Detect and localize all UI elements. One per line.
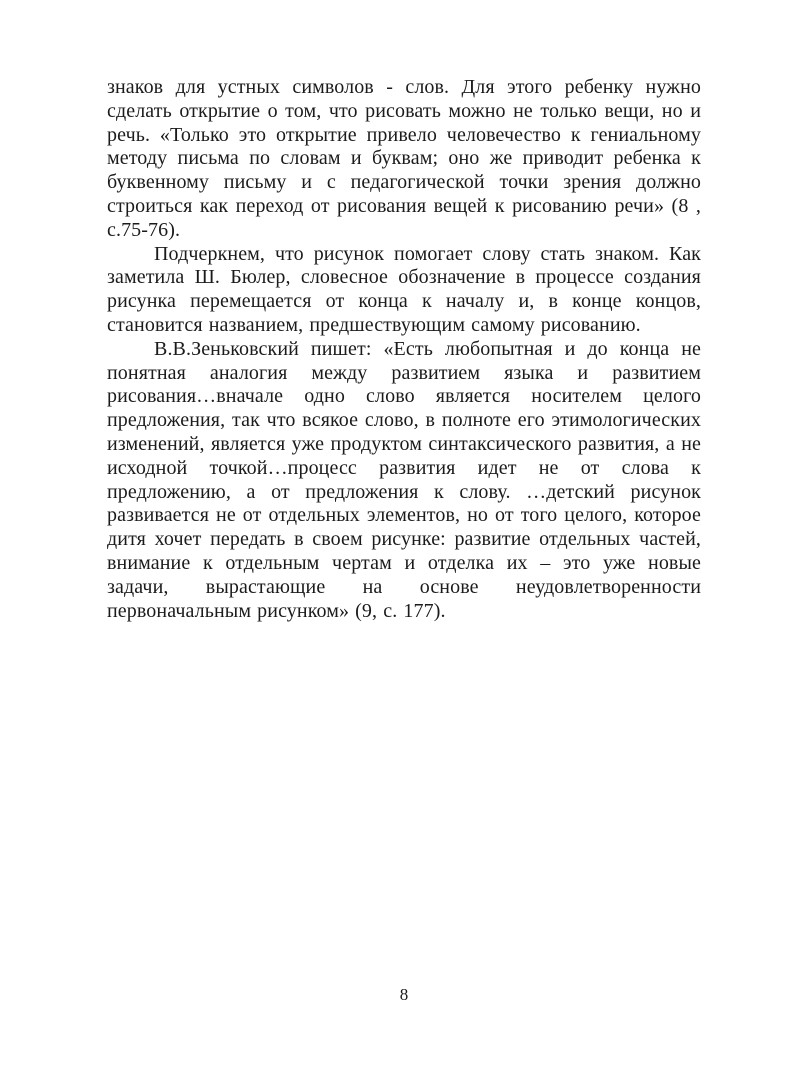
paragraph-podcherknem: Подчеркнем, что рисунок помогает слову стать знаком. Как заметила Ш. Бюлер, словесное обозначение в процессе создания рисунка перемещается от конца к началу и, в конце концов, становится названием, предшествующим самому рисованию.: [107, 242, 701, 336]
paragraph-zenkovsky-quote: В.В.Зеньковский пишет: «Есть любопытная и до конца не понятная аналогия между развитием языка и развитием рисования…вначале одно слово является носителем целого предложения, так что всякое слово, в полноте его этимологических изменений, является уже продуктом синтаксического развития, а не исходной точкой…процесс развития идет не от слова к предложению, а от предложения к слову. …детский рисунок развивается не от отдельных элементов, но от того целого, которое дитя хочет передать в своем рисунке: развитие отдельных частей, внимание к отдельным чертам и отделка их – это уже новые задачи, вырастающие на основе неудовлетворенности первоначальным рисунком» (9, с. 177).: [107, 337, 701, 622]
body-text: [107, 76, 701, 623]
paragraph-continuation: знаков для устных символов - слов. Для этого ребенку нужно сделать открытие о том, что рисовать можно не только вещи, но и речь. «Только это открытие привело человечество к гениальному методу письма по словам и буквам; оно же приводит ребенка к буквенному письму и с педагогической точки зрения должно строиться как переход от рисования вещей к рисованию речи» (8 , с.75-76).: [107, 76, 701, 241]
page-number: 8: [399, 985, 409, 1004]
